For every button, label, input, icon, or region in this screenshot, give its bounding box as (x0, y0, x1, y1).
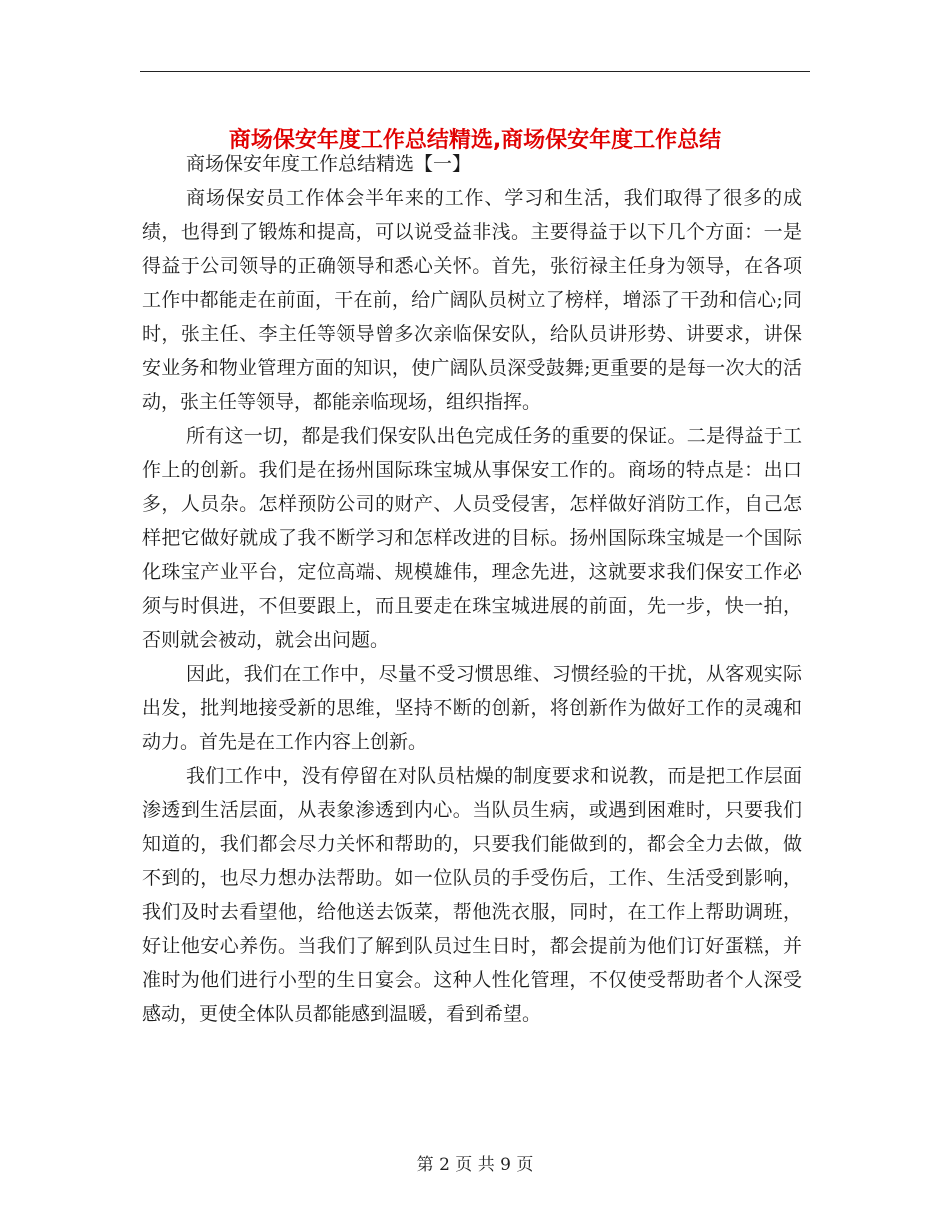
paragraph-2: 所有这一切，都是我们保安队出色完成任务的重要的保证。二是得益于工作上的创新。我们是在扬州国际珠宝城从事保安工作的。商场的特点是：出口多，人员杂。怎样预防公司的财产、人员受侵害，怎样做好消防工作，自己怎样把它做好就成了我不断学习和怎样改进的目标。扬州国际珠宝城是一个国际化珠宝产业平台，定位高端、规模雄伟，理念先进，这就要求我们保安工作必须与时俱进，不但要跟上，而且要走在珠宝城进展的前面，先一步，快一拍，否则就会被动，就会出问题。 (142, 425, 802, 651)
document-body (142, 147, 802, 1031)
page-number: 第 2 页 共 9 页 (416, 1155, 534, 1175)
section-heading: 商场保安年度工作总结精选【一】 (186, 153, 472, 175)
document-title: 商场保安年度工作总结精选,商场保安年度工作总结 (228, 127, 722, 153)
paragraph-4: 我们工作中，没有停留在对队员枯燥的制度要求和说教，而是把工作层面渗透到生活层面，从表象渗透到内心。当队员生病，或遇到困难时，只要我们知道的，我们都会尽力关怀和帮助的，只要我们能做到的，都会全力去做，做不到的，也尽力想办法帮助。如一位队员的手受伤后，工作、生活受到影响，我们及时去看望他，给他送去饭菜，帮他洗衣服，同时，在工作上帮助调班，好让他安心养伤。当我们了解到队员过生日时，都会提前为他们订好蛋糕，并准时为他们进行小型的生日宴会。这种人性化管理，不仅使受帮助者个人深受感动，更使全体队员都能感到温暖，看到希望。 (142, 765, 802, 1025)
header-rule (140, 71, 810, 72)
paragraph-1: 商场保安员工作体会半年来的工作、学习和生活，我们取得了很多的成绩，也得到了锻炼和提高，可以说受益非浅。主要得益于以下几个方面：一是得益于公司领导的正确领导和悉心关怀。首先，张衍禄主任身为领导，在各项工作中都能走在前面，干在前，给广阔队员树立了榜样，增添了干劲和信心;同时，张主任、李主任等领导曾多次亲临保安队，给队员讲形势、讲要求，讲保安业务和物业管理方面的知识，使广阔队员深受鼓舞;更重要的是每一次大的活动，张主任等领导，都能亲临现场，组织指挥。 (142, 187, 802, 413)
paragraph-3: 因此，我们在工作中，尽量不受习惯思维、习惯经验的干扰，从客观实际出发，批判地接受新的思维，坚持不断的创新，将创新作为做好工作的灵魂和动力。首先是在工作内容上创新。 (142, 663, 802, 753)
